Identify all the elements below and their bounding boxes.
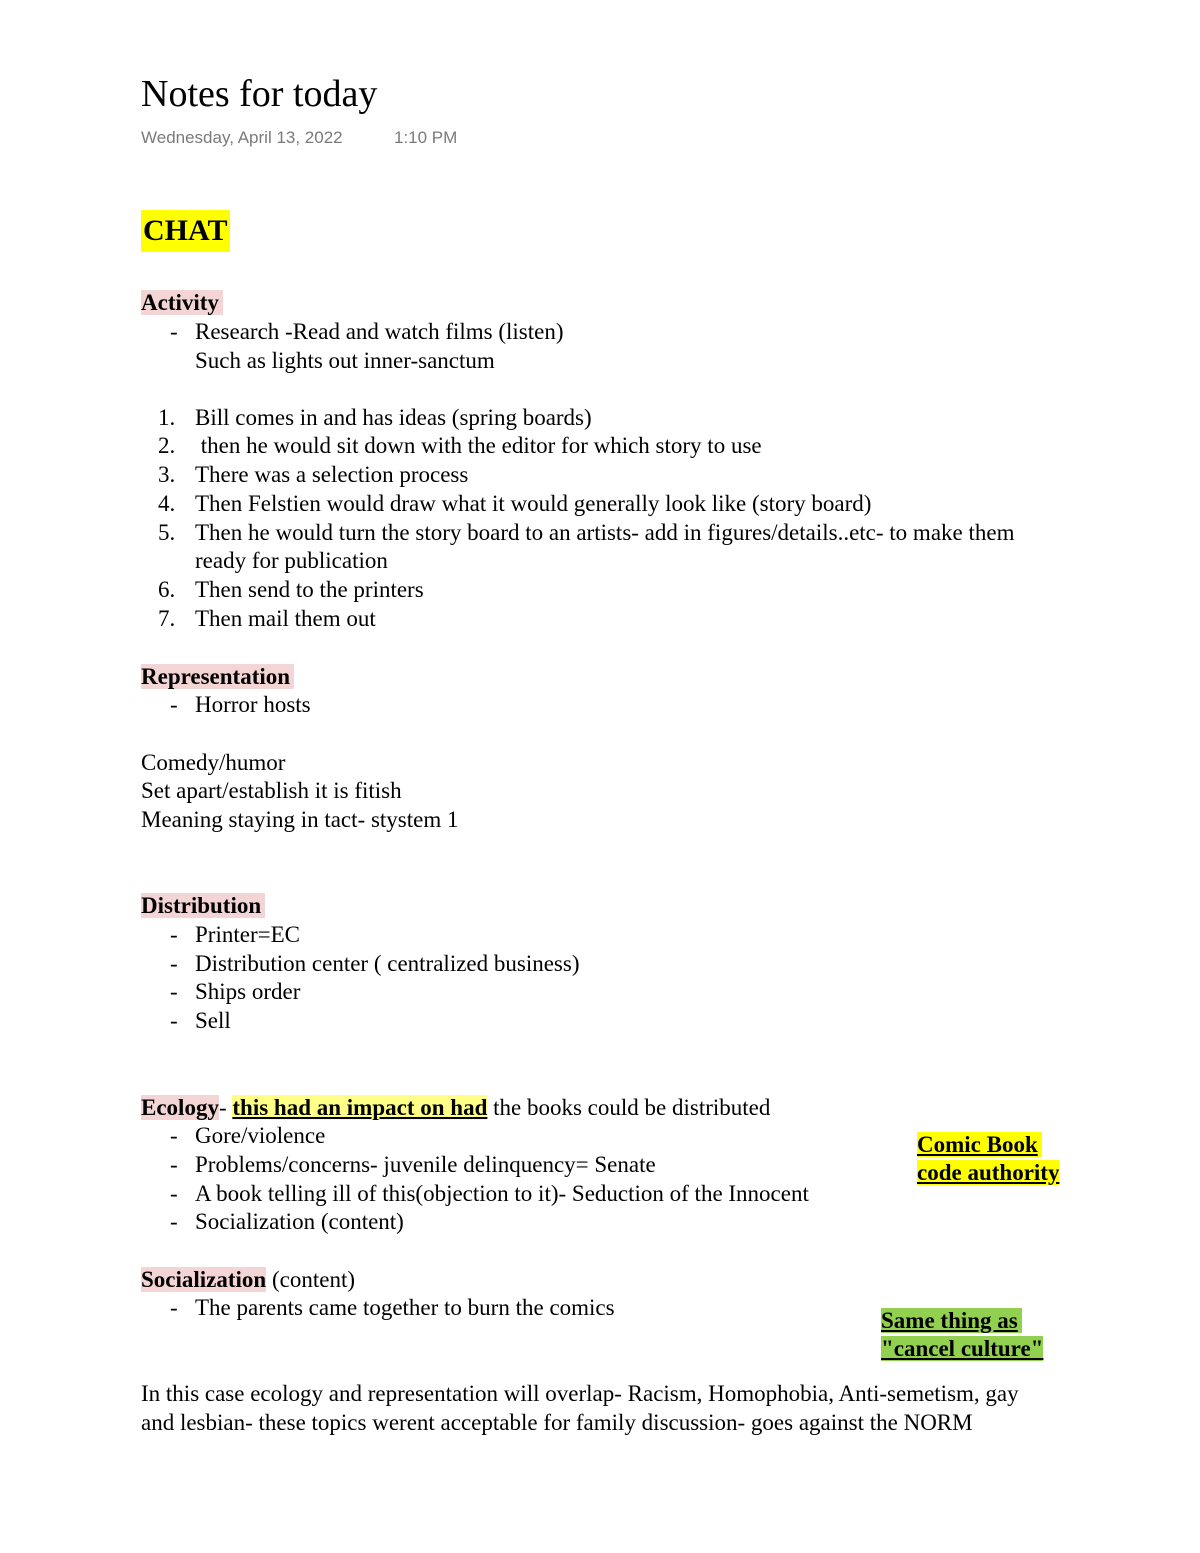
bullet-dash: - [170,1123,178,1148]
bullet-dash: - [170,951,178,976]
bullet-dash: - [170,1008,178,1033]
bullet-dash: - [170,979,178,1004]
distribution-bullet: Printer=EC [195,922,300,947]
ecology-bullet: Problems/concerns- juvenile delinquency= Senate [195,1152,656,1177]
bullet-dash: - [170,1295,178,1320]
distribution-bullet: Distribution center ( centralized business) [195,951,580,976]
ecology-bullet: A book telling ill of this(objection to it)- Seduction of the Innocent [195,1181,809,1206]
ecology-highlight: this had an impact on had [232,1095,488,1120]
side-note-line: Same thing as [881,1308,1022,1333]
page-title: Notes for today [141,73,378,115]
activity-bullet-line1: Research -Read and watch films (listen) [195,319,564,344]
bullet-dash: - [170,319,178,344]
bullet-dash: - [170,1209,178,1234]
closing-line: In this case ecology and representation will overlap- Racism, Homophobia, Anti-semetism, gay [141,1381,1019,1406]
distribution-heading: Distribution [141,893,265,918]
note-line: Set apart/establish it is fitish [141,778,402,803]
socialization-line [141,1266,355,1294]
chat-label: CHAT [141,210,230,252]
ecology-line [141,1094,770,1122]
side-note-line: Comic Book [917,1132,1042,1157]
ecology-bullet: Socialization (content) [195,1209,404,1234]
distribution-bullet: Sell [195,1008,231,1033]
ecology-bullet: Gore/violence [195,1123,326,1148]
bullet-dash: - [170,1181,178,1206]
socialization-rest: (content) [266,1267,355,1292]
side-note-line: "cancel culture" [881,1336,1044,1361]
closing-line: and lesbian- these topics werent acceptable for family discussion- goes against the NORM [141,1410,973,1435]
ecology-heading: Ecology [141,1095,219,1120]
step-number: 7. [158,606,176,631]
step-text-continuation: ready for publication [195,548,388,573]
step-number: 3. [158,462,176,487]
step-number: 5. [158,520,176,545]
note-line: Meaning staying in tact- stystem 1 [141,807,459,832]
activity-heading: Activity [141,290,223,315]
step-text: There was a selection process [195,462,469,487]
bullet-dash: - [170,692,178,717]
step-text: Bill comes in and has ideas (spring boards) [195,405,592,430]
step-number: 6. [158,577,176,602]
note-line: Comedy/humor [141,750,286,775]
activity-bullet-line2: Such as lights out inner-sanctum [195,348,495,373]
socialization-heading: Socialization [141,1267,267,1292]
note-time: 1:10 PM [394,128,458,147]
bullet-dash: - [170,1152,178,1177]
side-note-cancel-culture [881,1307,1043,1363]
representation-section-heading [141,663,294,691]
distribution-bullet: Ships order [195,979,301,1004]
step-text: Then he would turn the story board to an artists- add in figures/details..etc- to make them [195,520,1015,545]
step-text: then he would sit down with the editor for which story to use [195,433,762,458]
ecology-rest: the books could be distributed [487,1095,771,1120]
note-date: Wednesday, April 13, 2022 [141,128,343,147]
representation-bullet: Horror hosts [195,692,311,717]
step-number: 4. [158,491,176,516]
step-text: Then send to the printers [195,577,424,602]
step-text: Then mail them out [195,606,376,631]
representation-heading: Representation [141,664,294,689]
bullet-dash: - [170,922,178,947]
side-note-line: code authority [917,1160,1060,1185]
ecology-dash: - [218,1095,227,1120]
step-number: 1. [158,405,176,430]
socialization-bullet: The parents came together to burn the comics [195,1295,615,1320]
step-text: Then Felstien would draw what it would generally look like (story board) [195,491,872,516]
step-number: 2. [158,433,176,458]
distribution-section-heading [141,892,265,920]
side-note-comic-code [917,1131,1059,1187]
activity-section-heading [141,289,223,317]
